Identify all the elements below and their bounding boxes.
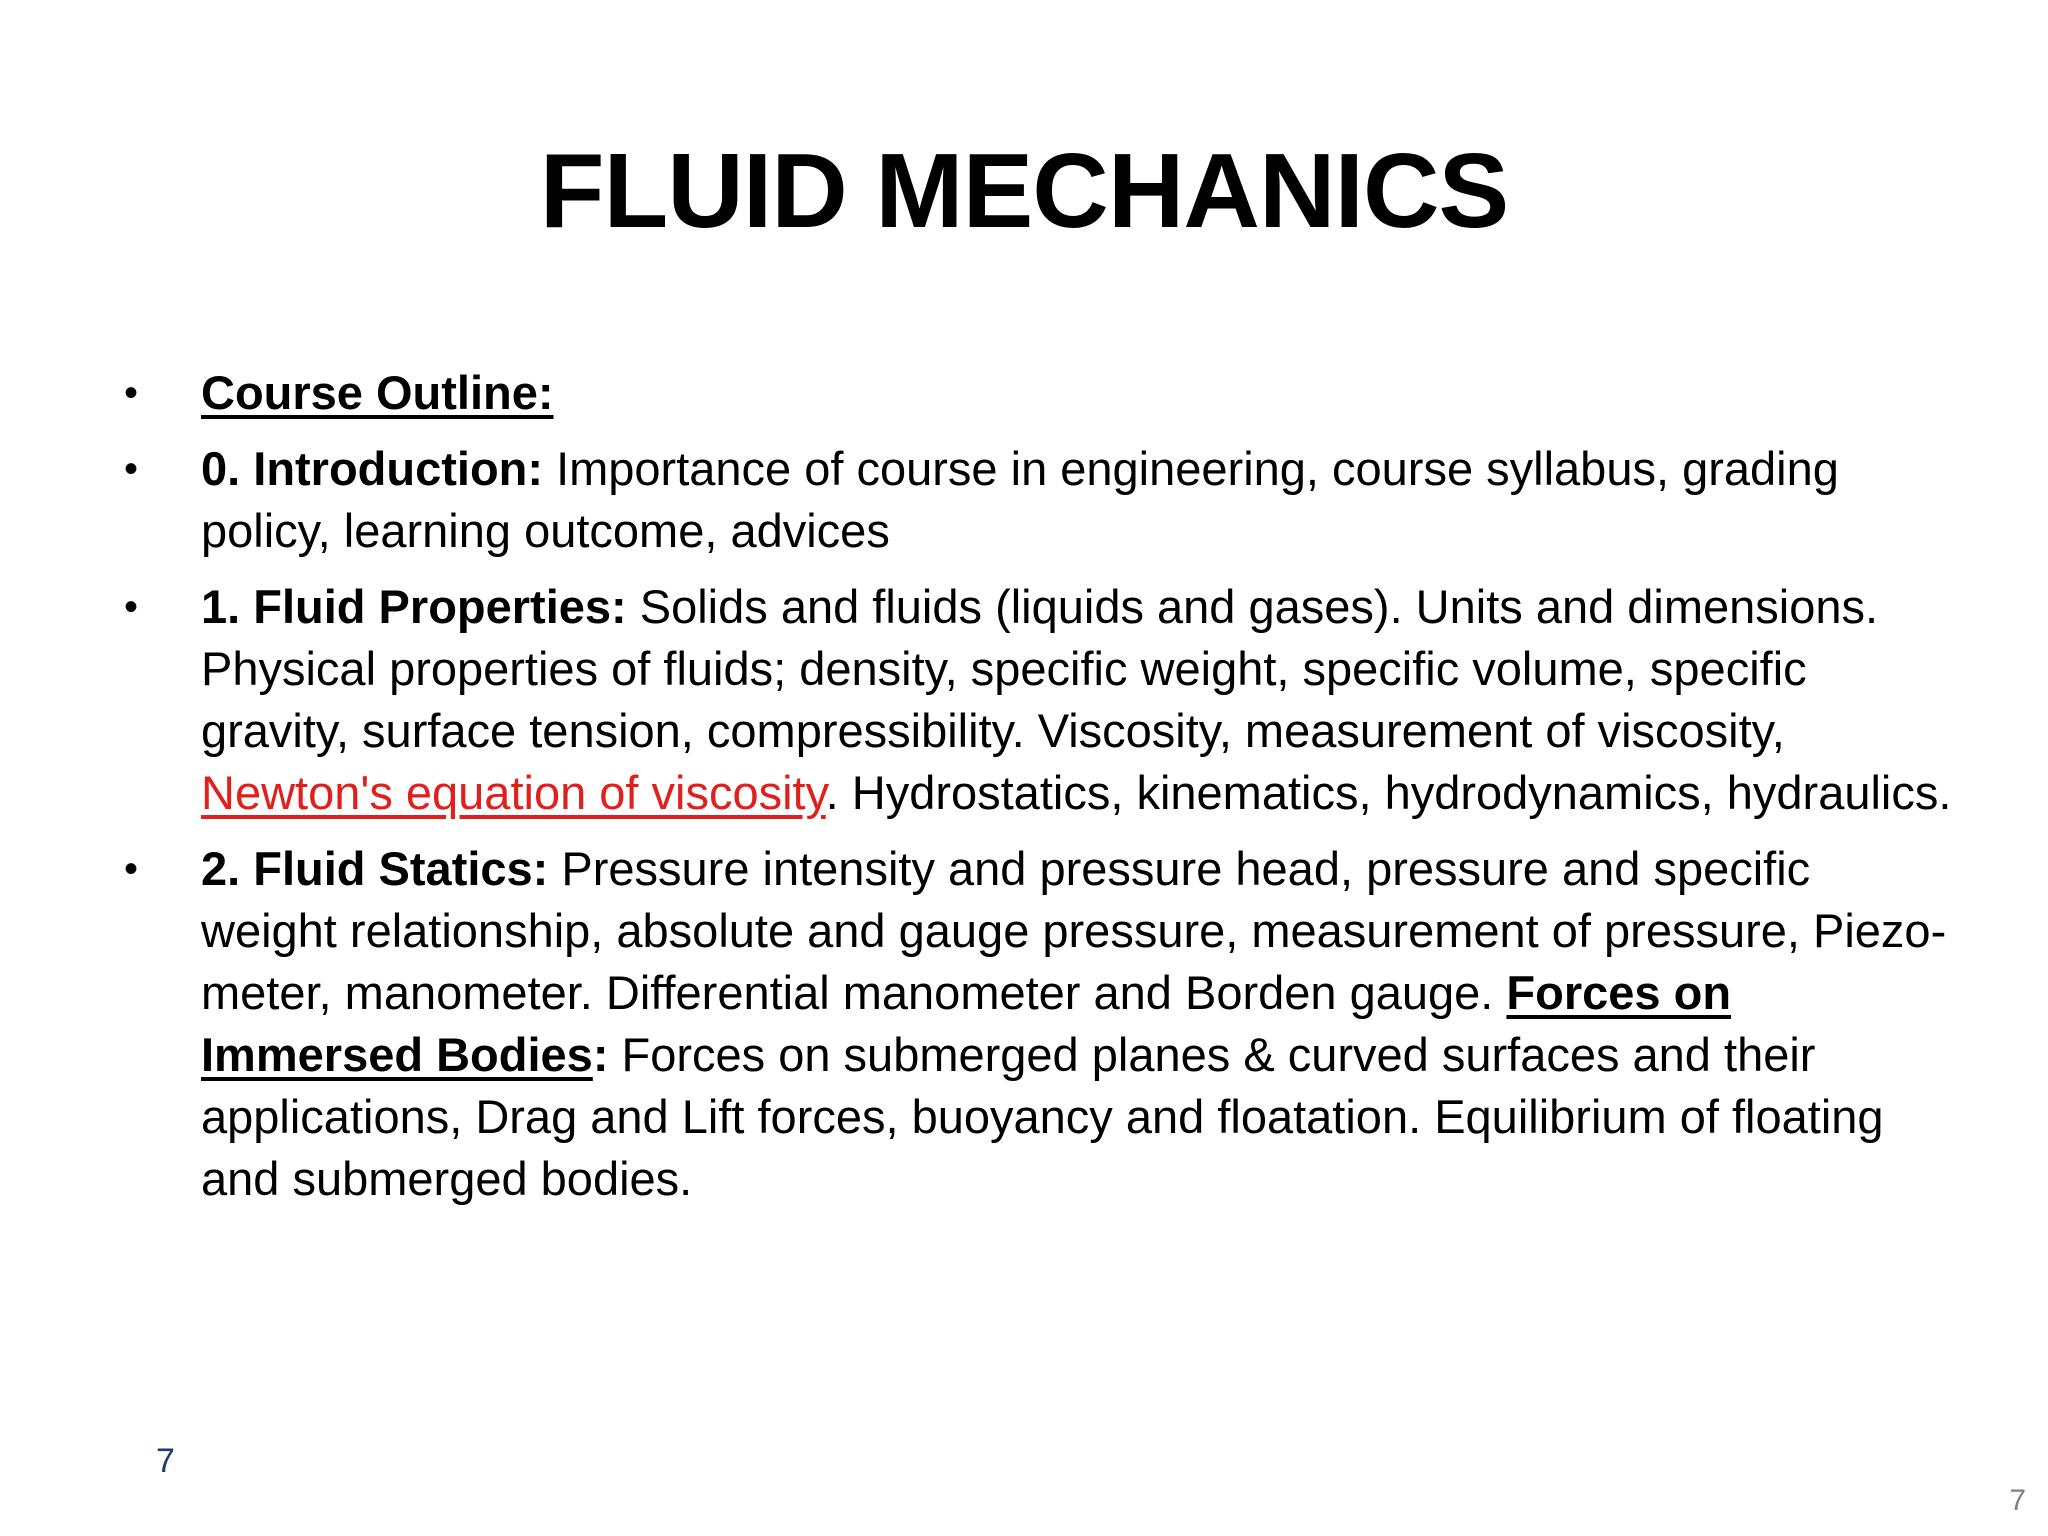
outline-heading: Course Outline: <box>201 366 554 419</box>
bullet-icon: • <box>124 447 139 491</box>
newtons-equation-link[interactable]: Newton's equation of viscosity <box>201 766 826 819</box>
bullet-icon: • <box>124 371 139 415</box>
immersed-bodies-colon: : <box>592 1028 609 1081</box>
fluid-statics-lead: 2. Fluid Statics: <box>201 842 549 895</box>
list-item-outline-heading <box>124 362 1954 424</box>
fluid-statics-text-end: Forces on submerged planes & curved surfaces and their applications, Drag and Lift forces, buoyancy and floatation. Equilibrium of floating and submerged bodies. <box>201 1028 1884 1205</box>
slide-number-right: 7 <box>2009 1484 2026 1517</box>
list-item-fluid-properties <box>124 576 1954 824</box>
fluid-properties-lead: 1. Fluid Properties: <box>201 580 627 633</box>
bullet-icon: • <box>124 585 139 629</box>
introduction-lead: 0. Introduction: <box>201 442 544 495</box>
bullet-icon: • <box>124 847 139 891</box>
fluid-properties-text: Solids and fluids (liquids and gases). Units and dimensions. Physical properties of fluids; density, specific weight, specific volume, specific gravity, surface tension, compressibility. Viscosity, measurement of viscosity, <box>201 580 1879 757</box>
fluid-properties-text-end: . Hydrostatics, kinematics, hydrodynamics, hydraulics. <box>825 766 1952 819</box>
slide-number-left: 7 <box>156 1442 175 1480</box>
immersed-bodies-heading: Forces on Immersed Bodies <box>201 966 1732 1081</box>
list-item-fluid-statics <box>124 838 1954 1210</box>
introduction-text: Importance of course in engineering, course syllabus, grading policy, learning outcome, advices <box>201 442 1839 557</box>
slide-title: FLUID MECHANICS <box>539 132 1509 250</box>
fluid-statics-text: Pressure intensity and pressure head, pressure and specific weight relationship, absolute and gauge pressure, measurement of pressure, Piezo-meter, manometer. Differential manometer and Borden gauge. <box>201 842 1947 1019</box>
list-item-introduction <box>124 438 1954 562</box>
course-outline-list <box>124 362 1954 1224</box>
